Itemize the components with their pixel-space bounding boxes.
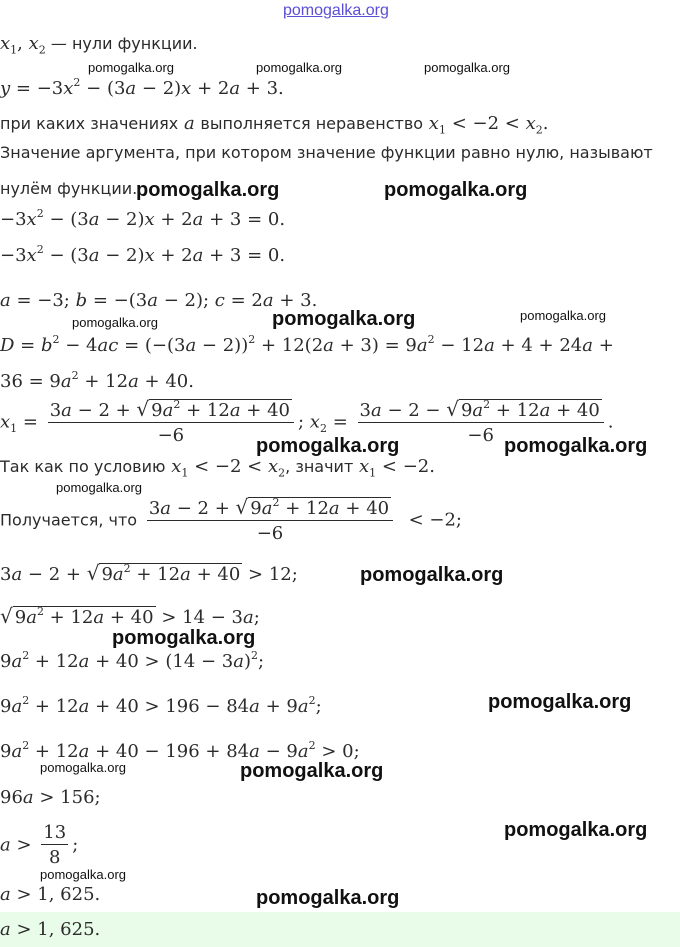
definition-line-2: нулём функции. <box>0 179 138 198</box>
coefficients: a = −3; b = −(3a − 2); c = 2a + 3. <box>0 290 318 311</box>
watermark: pomogalka.org <box>256 887 400 909</box>
roots-formula: $x_1$ = $\frac{3a - 2 + √ 9a^2 + 12a + 40}{-6}$ ; $x_2$ = $\frac{3a - 2 - √ 9a^2 + 12a + 40}{-6}$ . <box>0 397 614 446</box>
question-line: при каких значениях a выполняется неравенство $x_1 < -2 < x_2$. <box>0 113 549 137</box>
answer-box <box>0 912 680 947</box>
watermark: pomogalka.org <box>240 760 384 782</box>
step-5: $9a^2 + 12a + 40 - 196 + 84a - 9a^2 > 0$; <box>0 739 360 762</box>
watermark: pomogalka.org <box>88 60 174 75</box>
answer-value: a > 1, 625. <box>0 919 101 940</box>
step-8: a > 1, 625. <box>0 884 101 905</box>
watermark: pomogalka.org <box>256 435 400 457</box>
watermark: pomogalka.org <box>360 564 504 586</box>
watermark: pomogalka.org <box>112 627 256 649</box>
watermark: pomogalka.org <box>40 867 126 882</box>
step-4: $9a^2 + 12a + 40 > 196 - 84a + 9a^2$; <box>0 694 322 717</box>
watermark: pomogalka.org <box>504 819 648 841</box>
function-equation: $y = -3x^2 - (3a - 2)x + 2a + 3$. <box>0 76 284 99</box>
watermark: pomogalka.org <box>256 60 342 75</box>
step-2: √ $9a^2 + 12a + 40 > 14 - 3a$; <box>0 604 260 628</box>
watermark: pomogalka.org <box>504 435 648 457</box>
watermark: pomogalka.org <box>424 60 510 75</box>
condition-line: Так как по условию $x_1 < -2 < x_2$, значит $x_1 < -2$. <box>0 456 435 480</box>
zeros-line: $x_1$, $x_2$ — нули функции. <box>0 33 198 57</box>
watermark: pomogalka.org <box>488 691 632 713</box>
discriminant: $D = b^2 - 4ac = (-(3a - 2))^2 + 12(2a + 3) = 9a^2 - 12a + 4 + 24a$ + <box>0 333 614 356</box>
step-1: 3a − 2 + √ $9a^2 + 12a + 40 > 12$; <box>0 561 298 585</box>
watermark: pomogalka.org <box>56 480 142 495</box>
equation-2: $-3x^2 - (3a - 2)x + 2a + 3 = 0$. <box>0 243 286 266</box>
inequality-setup: Получается, что $\frac{3a - 2 + √ 9a^2 + 12a + 40}{-6}$ < −2; <box>0 495 462 544</box>
watermark: pomogalka.org <box>520 308 606 323</box>
site-link[interactable]: pomogalka.org <box>283 2 389 19</box>
watermark: pomogalka.org <box>40 760 126 775</box>
discriminant-cont: $36 = 9a^2 + 12a + 40$. <box>0 369 194 392</box>
watermark: pomogalka.org <box>72 315 158 330</box>
step-3: $9a^2 + 12a + 40 > (14 - 3a)^2$; <box>0 649 265 672</box>
watermark: pomogalka.org <box>136 179 280 201</box>
watermark: pomogalka.org <box>384 179 528 201</box>
watermark: pomogalka.org <box>272 308 416 330</box>
equation-1: $-3x^2 - (3a - 2)x + 2a + 3 = 0$. <box>0 207 286 230</box>
step-7: a > $\frac{13}{8}$ ; <box>0 822 79 868</box>
step-6: 96a > 156; <box>0 787 101 808</box>
definition-line-1: Значение аргумента, при котором значение функции равно нулю, называют <box>0 143 653 162</box>
